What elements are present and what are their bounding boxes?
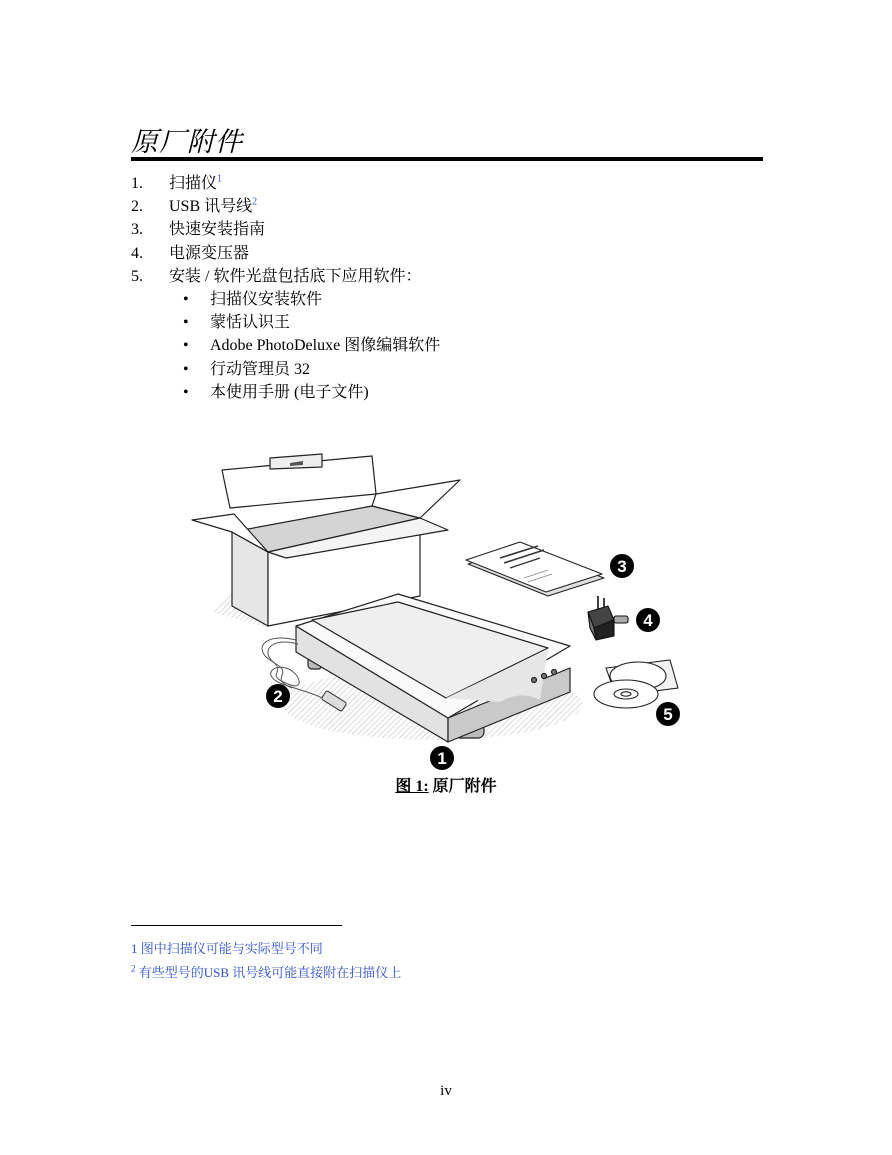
bullet-icon: • [183, 290, 189, 308]
footnote-mark: 1 [131, 941, 138, 956]
scanner-illustration [282, 594, 582, 742]
bullet-icon: • [183, 314, 189, 332]
footnote-2 [131, 962, 401, 981]
sub-item-text: 行动管理员 32 [210, 360, 311, 378]
footnote-1 [131, 938, 323, 957]
accessories-illustration [185, 450, 695, 780]
footnote-mark: 2 [131, 963, 136, 974]
bullet-icon: • [183, 383, 189, 401]
item-number: 2. [131, 198, 143, 216]
figure-caption [0, 773, 892, 796]
footnote-text: 图中扫描仪可能与实际型号不同 [137, 941, 323, 956]
bullet-icon: • [183, 337, 189, 355]
footnote-ref[interactable]: 2 [252, 196, 258, 208]
callout-5 [656, 702, 680, 726]
callout-number: 4 [643, 611, 653, 630]
item-text: 安装 / 软件光盘包括底下应用软件： [169, 267, 422, 285]
callout-number: 3 [617, 557, 627, 576]
item-number: 5. [131, 267, 143, 285]
footnote-text: 有些型号的USB 讯号线可能直接附在扫描仪上 [135, 965, 402, 980]
callout-number: 1 [437, 749, 447, 768]
page-title: 原厂附件 [131, 127, 243, 157]
callout-1 [430, 746, 454, 770]
figure-caption-text: 原厂附件 [428, 778, 497, 795]
page-number: iv [440, 1083, 452, 1099]
item-text: 电源变压器 [169, 244, 250, 262]
sub-item-text: 扫描仪安装软件 [210, 290, 323, 308]
footnote-separator [131, 925, 342, 926]
footnote-ref[interactable]: 1 [217, 173, 223, 185]
figure-caption-label: 图 1: [395, 778, 429, 795]
item-text: 快速安装指南 [169, 221, 266, 239]
sub-item-text: 蒙恬认识王 [210, 314, 291, 332]
callout-2 [266, 684, 290, 708]
item-number: 4. [131, 244, 143, 262]
sub-item-text: 本使用手册 (电子文件) [210, 383, 369, 401]
callout-4 [636, 608, 660, 632]
item-number: 3. [131, 221, 143, 239]
cd-illustration [594, 660, 678, 708]
quick-guide-illustration [466, 542, 604, 596]
callout-3 [610, 554, 634, 578]
item-text: 扫描仪 [169, 175, 218, 192]
title-rule [131, 157, 763, 161]
bullet-icon: • [183, 360, 189, 378]
sub-item-text: Adobe PhotoDeluxe 图像编辑软件 [210, 337, 441, 355]
item-text: USB 讯号线 [169, 198, 253, 216]
item-number: 1. [131, 175, 143, 192]
callout-number: 2 [273, 687, 283, 706]
power-adapter-illustration [588, 596, 628, 640]
callout-number: 5 [663, 705, 673, 724]
